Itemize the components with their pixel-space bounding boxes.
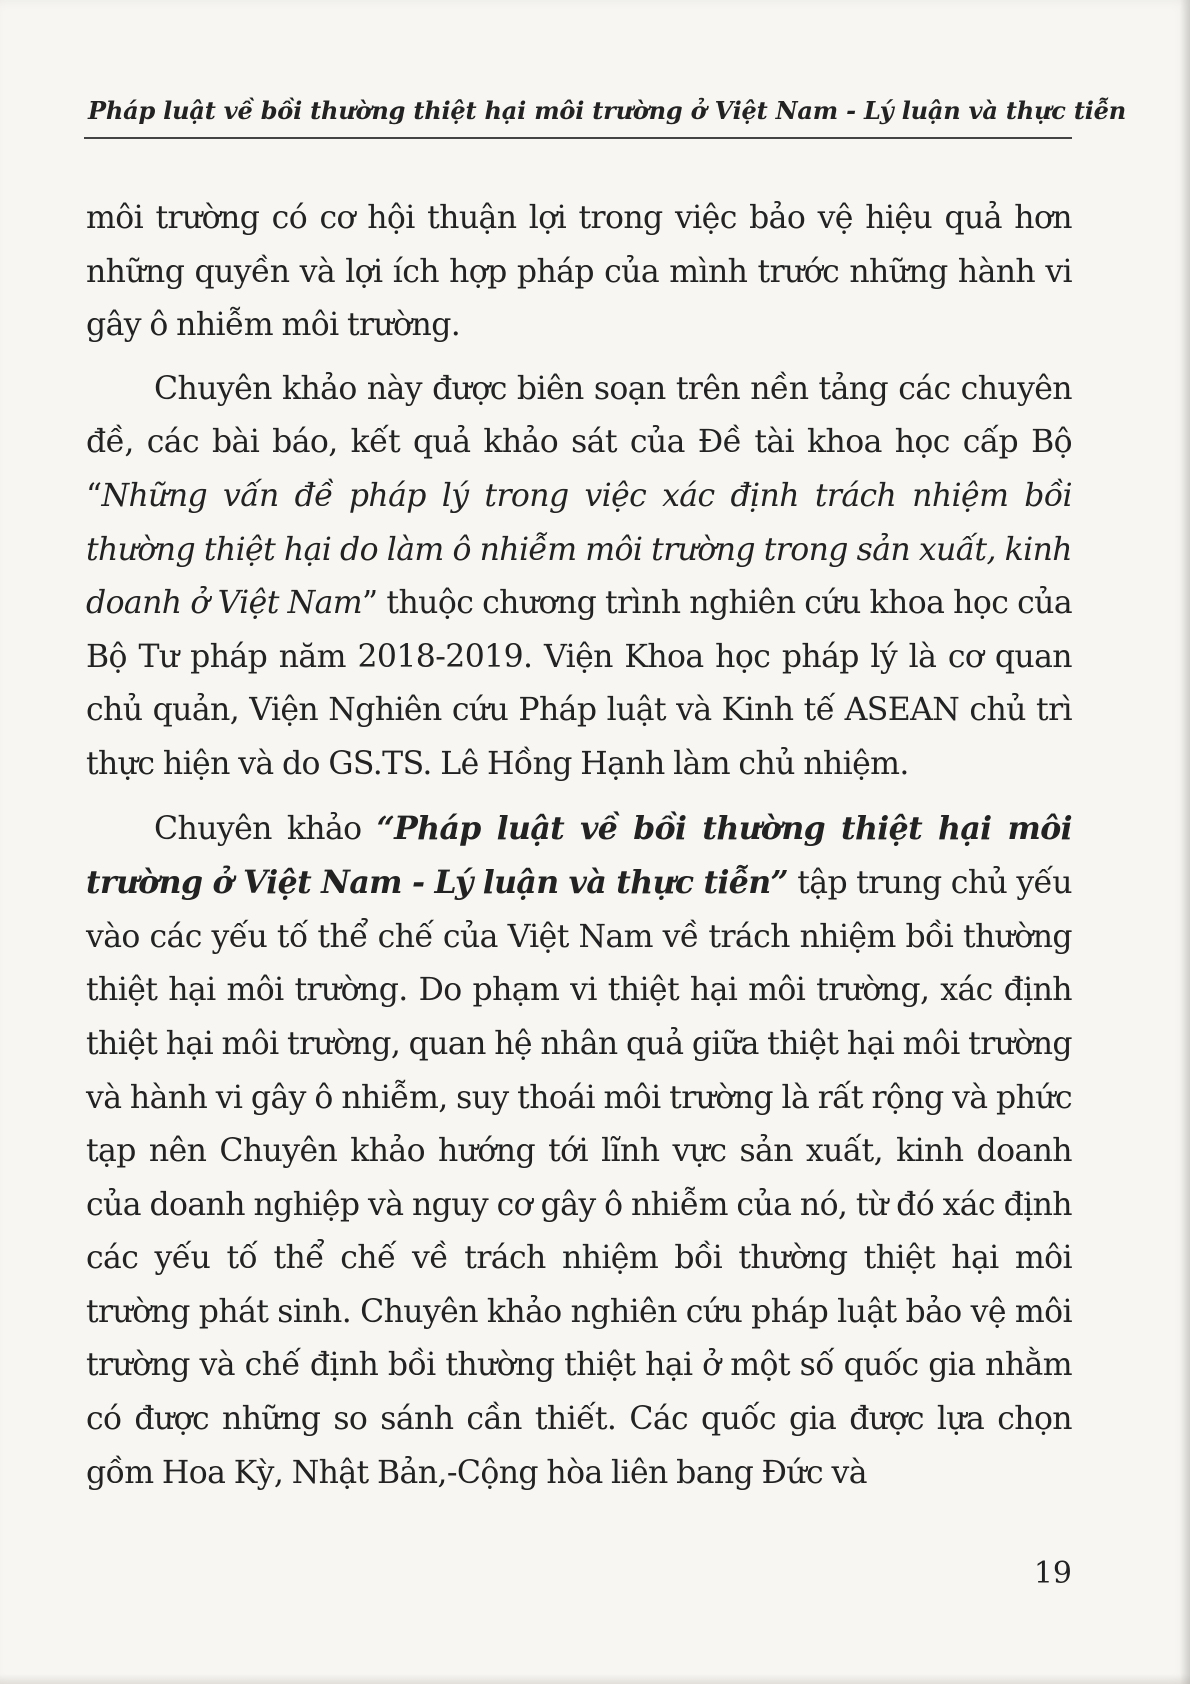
monograph-title: “Pháp luật về bồi thường thiệt hại môi trường ở Việt Nam - Lý luận và thực tiễn” xyxy=(86,809,1072,902)
research-project-title: Những vấn đề pháp lý trong việc xác định trách nhiệm bồi thường thiệt hại do làm ô nhiễm môi trường trong sản xuất, kinh doanh ở Việt Nam xyxy=(86,477,1072,622)
running-head: Pháp luật về bồi thường thiệt hại môi trường ở Việt Nam - Lý luận và thực tiễn xyxy=(88,96,1126,125)
page-number: 19 xyxy=(1033,1556,1072,1591)
paragraph-2 xyxy=(86,363,1072,792)
page-edge-shadow xyxy=(1180,0,1190,1684)
paragraph-3-rest: tập trung chủ yếu vào các yếu tố thể chế của Việt Nam về trách nhiệm bồi thường thiệt hại môi trường. Do phạm vi thiệt hại môi trường, xác định thiệt hại môi trường, quan hệ nhân quả giữa thiệt hại môi trường và hành vi gây ô nhiễm, suy thoái môi trường là rất rộng và phức tạp nên Chuyên khảo hướng tới lĩnh vực sản xuất, kinh doanh của doanh nghiệp và nguy cơ gây ô nhiễm của nó, từ đó xác định các yếu tố thể chế về trách nhiệm bồi thường thiệt hại môi trường phát sinh. Chuyên khảo nghiên cứu pháp luật bảo vệ môi trường và chế định bồi thường thiệt hại ở một số quốc gia nhằm có được những so sánh cần thiết. Các quốc gia được lựa chọn gồm Hoa Kỳ, Nhật Bản,-Cộng hòa liên bang Đức và xyxy=(86,865,1072,1491)
paragraph-2-rest: ” thuộc chương trình nghiên cứu khoa học của Bộ Tư pháp năm 2018-2019. Viện Khoa học pháp lý là cơ quan chủ quản, Viện Nghiên cứu Pháp luật và Kinh tế ASEAN chủ trì thực hiện và do GS.TS. Lê Hồng Hạnh làm chủ nhiệm. xyxy=(86,585,1073,782)
page-bottom-edge xyxy=(0,1674,1190,1684)
paragraph-2-intro: Chuyên khảo này được biên soạn trên nền tảng các chuyên đề, các bài báo, kết quả khảo sát của Đề tài khoa học cấp Bộ “ xyxy=(86,370,1072,514)
paragraph-1: môi trường có cơ hội thuận lợi trong việc bảo vệ hiệu quả hơn những quyền và lợi ích hợp pháp của mình trước những hành vi gây ô nhiễm môi trường. xyxy=(86,200,1072,344)
paragraph-3 xyxy=(86,802,1072,1501)
paragraph-3-intro: Chuyên khảo xyxy=(154,810,377,847)
body-text xyxy=(86,192,1072,1500)
header-rule xyxy=(84,137,1072,139)
